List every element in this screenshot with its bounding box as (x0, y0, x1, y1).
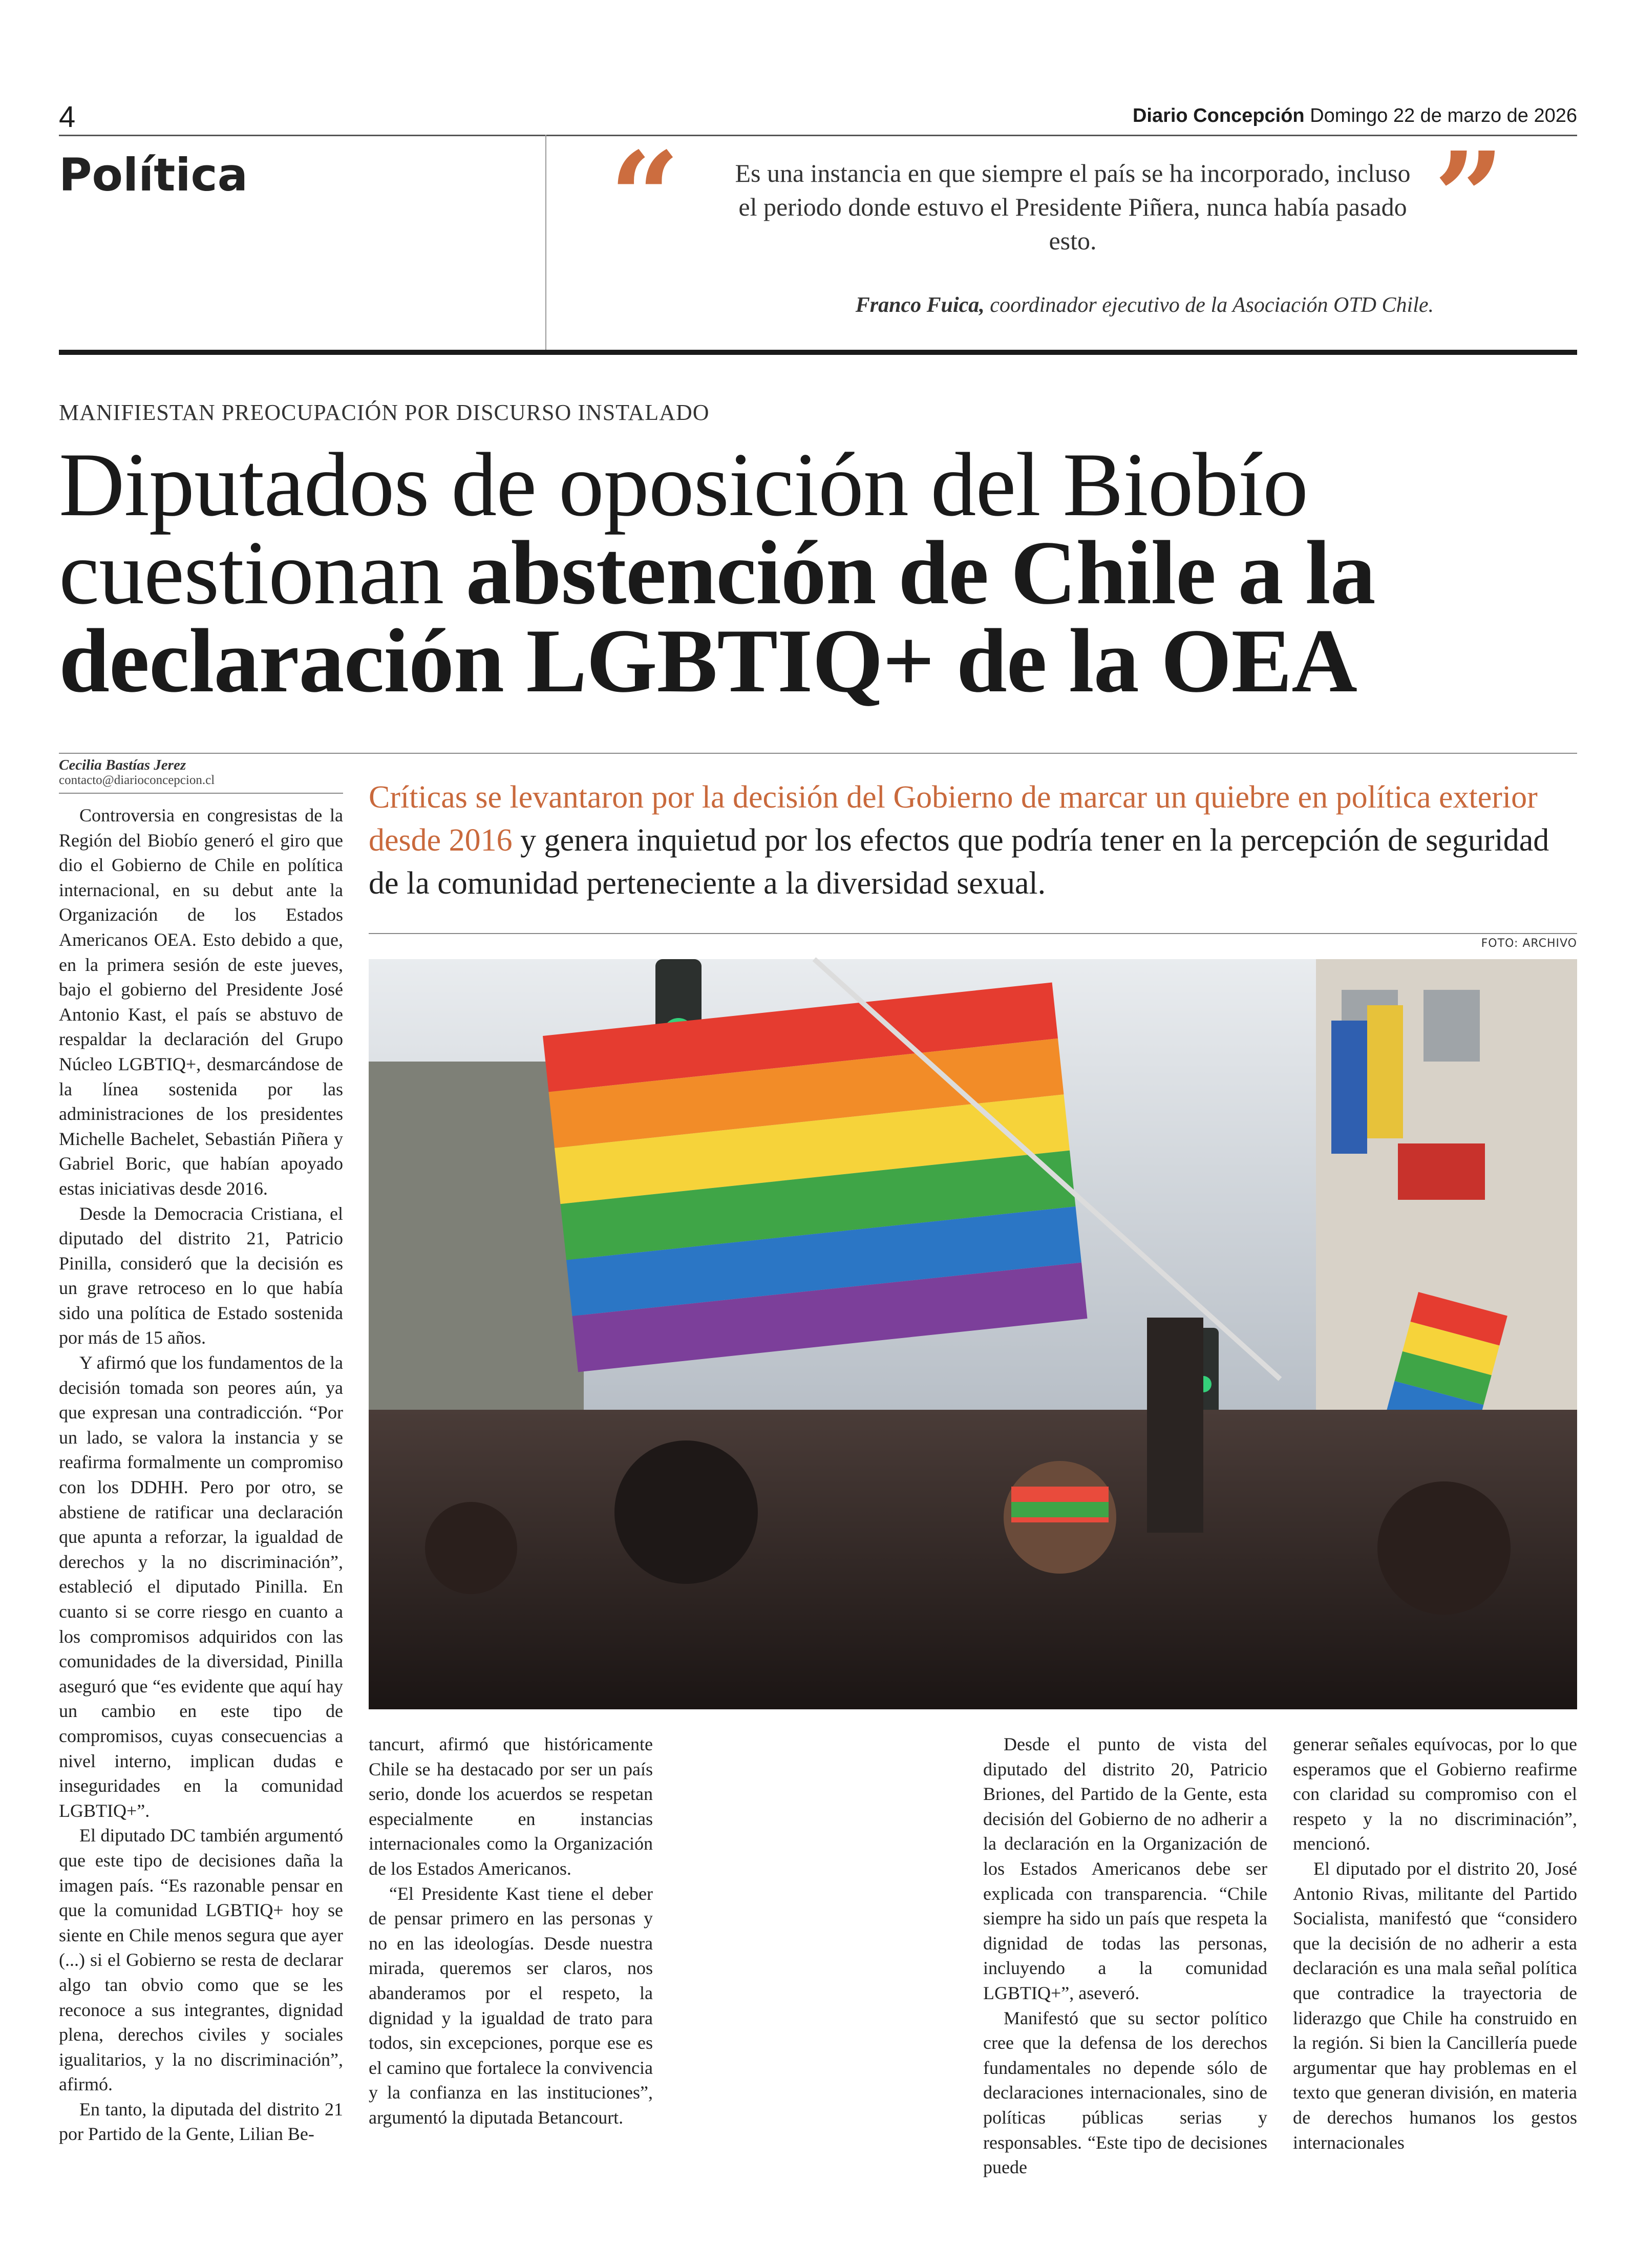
open-quote-icon: “ (609, 125, 681, 269)
pullquote-text: Es una instancia en que siempre el país se ha incorporado, incluso el periodo donde estuvo el Presidente Piñera, nunca había pasado esto. (735, 159, 1411, 255)
body-column-4 (1293, 1732, 1577, 2152)
pullquote-attribution (666, 293, 1434, 317)
paragraph: En tanto, la diputada del distrito 21 por Partido de la Gente, Lilian Be- (59, 2099, 343, 2145)
header-divider (545, 135, 546, 350)
lead-highlight: Críticas se levantaron por la decisión del Gobierno de marcar un quiebre en política exterior desde 2016 (369, 780, 1538, 858)
article-photo (369, 959, 1577, 1709)
close-quote-icon: ” (1434, 125, 1505, 269)
page-number: 4 (59, 100, 76, 134)
paragraph: Controversia en congresistas de la Región del Biobío generó el giro que dio el Gobierno de Chile en política internacional, en su debut ante la Organización de los Estados Americanos OEA. Esto debido a que, en la primera sesión de este jueves, bajo el gobierno del Presidente José Antonio Kast, el país se abstuvo de respaldar la declaración del Grupo Núcleo LGBTIQ+, desmarcándose de la línea sostenida por las administraciones de los presidentes Michelle Bachelet, Sebastián Piñera y Gabriel Boric, que habían apoyado estas iniciativas desde 2016. (59, 805, 343, 1199)
paragraph: generar señales equívocas, por lo que esperamos que el Gobierno reafirme con claridad su compromiso con el respeto y la no discriminación”, mencionó. (1293, 1734, 1577, 1854)
lead-rule (369, 933, 1577, 934)
headline-plain: Diputados de oposición del Biobío cuestionan (59, 434, 1308, 623)
paragraph: Desde el punto de vista del diputado del distrito 20, Patricio Briones, del Partido de la Gente, esta decisión del Gobierno de no adherir a la declaración en la Organización de los Estados Americanos debe ser explicada con transparencia. “Chile siempre ha sido un país que respeta la dignidad de todas las personas, incluyendo a la comunidad LGBTIQ+”, aseveró. (983, 1734, 1267, 2003)
issue-date: Domingo 22 de marzo de 2026 (1310, 105, 1577, 126)
paragraph: Manifestó que su sector político cree que la defensa de los derechos fundamentales no depende sólo de declaraciones internacionales, sino de políticas públicas serias y responsables. “Este tipo de decisiones puede (983, 2007, 1267, 2178)
paragraph: El diputado por el distrito 20, José Antonio Rivas, militante del Partido Socialista, manifestó que “considero que la decisión de no adherir a esta declaración es una mala señal política que contradice la trayectoria de liderazgo que Chile ha construido en la región. Si bien la Cancillería puede argumentar que hay problemas en el texto que generan división, en materia de derechos humanos los gestos internacionales (1293, 1858, 1577, 2153)
paragraph: tancurt, afirmó que históricamente Chile se ha destacado por ser un país serio, donde los acuerdos se respetan especialmente en instancias internacionales como la Organización de los Estados Americanos. (369, 1734, 653, 1879)
article-lead (369, 776, 1582, 905)
article-headline (59, 434, 1585, 711)
newspaper-name: Diario Concepción (1132, 105, 1305, 126)
byline-author: Cecilia Bastías Jerez (59, 757, 186, 773)
byline-rule (59, 793, 343, 794)
lead-rest: y genera inquietud por los efectos que podría tener en la percepción de seguridad de la comunidad perteneciente a la diversidad sexual. (369, 823, 1549, 901)
paragraph: El diputado DC también argumentó que este tipo de decisiones daña la imagen país. “Es razonable pensar en que la comunidad LGBTIQ+ hoy se siente en Chile menos segura que ayer (...) si el Gobierno se resta de declarar algo tan obvio como que se les reconoce a sus integrantes, dignidad plena, derechos civiles y sociales igualitarios, y la no discriminación”, afirmó. (59, 1825, 343, 2095)
section-title: Política (59, 149, 248, 201)
pullquote-role: coordinador ejecutivo de la Asociación OTD Chile. (990, 293, 1434, 317)
headline-rule (59, 753, 1577, 754)
body-column-2 (369, 1732, 653, 2152)
article-kicker: MANIFIESTAN PREOCUPACIÓN POR DISCURSO INSTALADO (59, 400, 710, 425)
paragraph: “El Presidente Kast tiene el deber de pensar primero en las personas y no en las ideologías. Desde nuestra mirada, queremos ser claros, nos abanderamos por el respeto, la dignidad y la igualdad de trato para todos, sin excepciones, porque ese es el camino que fortalece la convivencia y la confianza en las instituciones”, argumentó la diputada Betancourt. (369, 1883, 653, 2128)
body-column-3 (983, 1732, 1267, 2178)
headline-bold: abstención de Chile a la declaración LGBTIQ+ de la OEA (59, 522, 1375, 711)
paragraph: Y afirmó que los fundamentos de la decisión tomada son peores aún, ya que expresan una contradicción. “Por un lado, se valora la instancia y se reafirma formalmente un compromiso con los DDHH. Pero por otro, se abstiene de ratificar una declaración que apunta a reforzar, la igualdad de derechos y la no discriminación”, estableció el diputado Pinilla. En cuanto si se corre riesgo en cuanto a los compromisos adquiridos con las comunidades de la diversidad, Pinilla aseguró que “es evidente que aquí hay un cambio en este tipo de compromisos, cuyas consecuencias a nivel interno, implican dudas e inseguridades en la comunidad LGBTIQ+”. (59, 1352, 343, 1821)
pullquote-author: Franco Fuica, (855, 293, 985, 317)
byline-email: contacto@diarioconcepcion.cl (59, 773, 215, 787)
body-column-1 (59, 803, 343, 2145)
pride-flag-crowd-image (369, 959, 1577, 1709)
header-thick-rule (59, 350, 1577, 355)
top-rule (59, 135, 1577, 136)
photo-credit: FOTO: ARCHIVO (1481, 937, 1577, 950)
paragraph: Desde la Democracia Cristiana, el diputado del distrito 21, Patricio Pinilla, consideró que la decisión es un grave retroceso en lo que había sido una política de Estado sostenida por más de 15 años. (59, 1203, 343, 1348)
masthead (1133, 105, 1577, 127)
